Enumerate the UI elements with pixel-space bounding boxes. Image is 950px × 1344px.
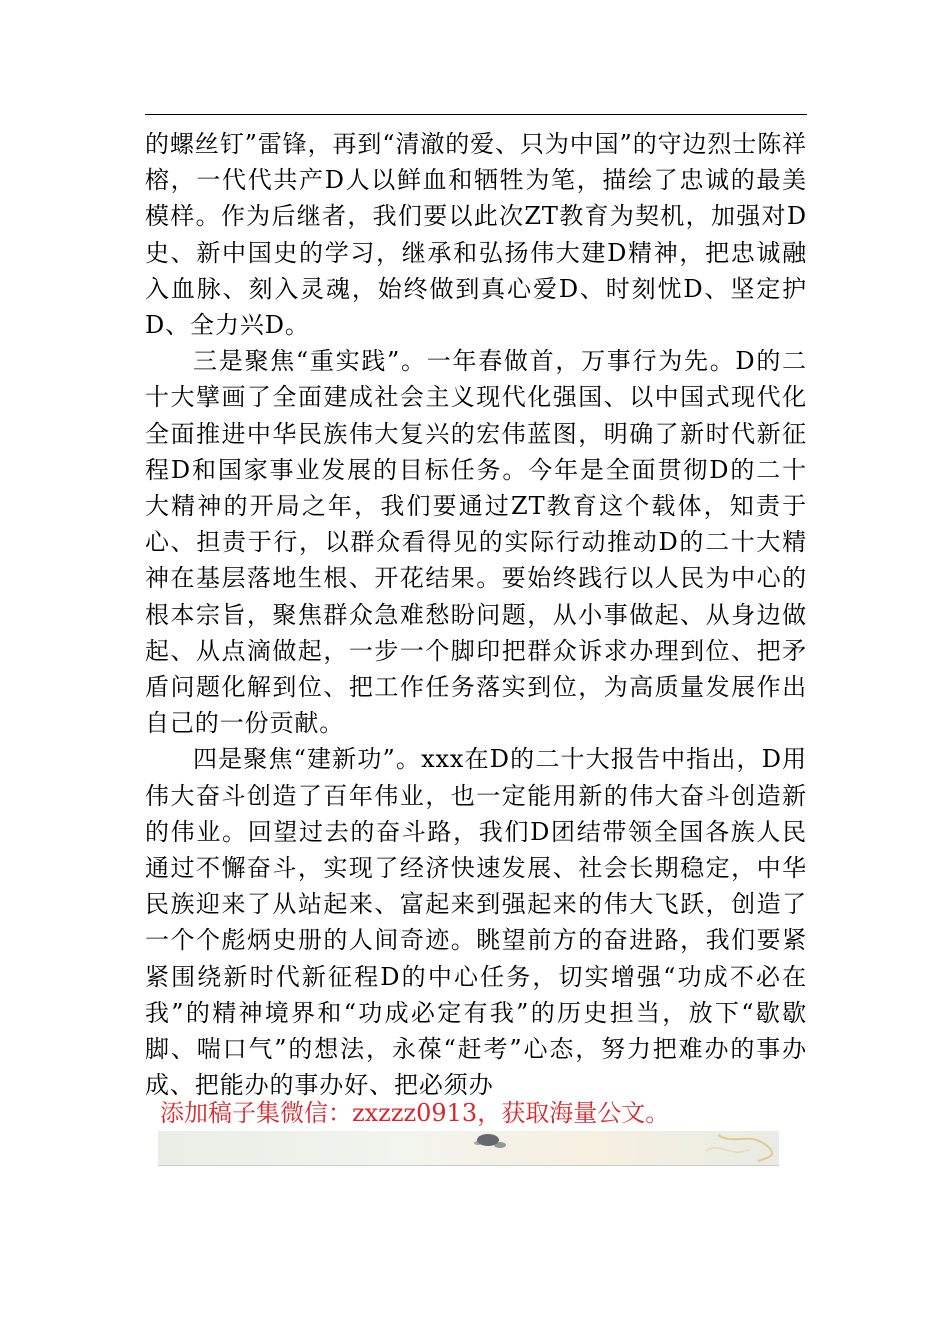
footer-banner-image xyxy=(158,1131,779,1166)
paragraph-1: 的螺丝钉”雷锋，再到“清澈的爱、只为中国”的守边烈士陈祥榕，一代代共产D人以鲜血和牺牲为笔，描绘了忠诚的最美模样。作为后继者，我们要以此次ZT教育为契机，加强对D史、新中国史的学习，继承和弘扬伟大建D精神，把忠诚融入血脉、刻入灵魂，始终做到真心爱D、时刻忧D、坚定护D、全力兴D。 xyxy=(145,130,808,340)
paragraph-3: 四是聚焦“建新功”。xxx在D的二十大报告中指出，D用伟大奋斗创造了百年伟业，也一定能用新的伟大奋斗创造新的伟业。回望过去的奋斗路，我们D团结带领全国各族人民通过不懈奋斗，实现了经济快速发展、社会长期稳定，中华民族迎来了从站起来、富起来到强起来的伟大飞跃，创造了一个个彪炳史册的人间奇迹。眺望前方的奋进路，我们要紧紧围绕新时代新征程D的中心任务，切实增强“功成不必在我”的精神境界和“功成必定有我”的历史担当，放下“歇歇脚、喘口气”的想法，永葆“赶考”心态，努力把难办的事办成、把能办的事办好、把必须办 xyxy=(145,745,807,1100)
banner-decoration-icon xyxy=(158,1131,779,1165)
document-body xyxy=(145,126,807,1103)
paragraph-2: 三是聚焦“重实践”。一年春做首，万事行为先。D的二十大擘画了全面建成社会主义现代化强国、以中国式现代化全面推进中华民族伟大复兴的宏伟蓝图，明确了新时代新征程D和国家事业发展的目标任务。今年是全面贯彻D的二十大精神的开局之年，我们要通过ZT教育这个载体，知责于心、担责于行，以群众看得见的实际行动推动D的二十大精神在基层落地生根、开花结果。要始终践行以人民为中心的根本宗旨，聚焦群众急难愁盼问题，从小事做起、从身边做起、从点滴做起，一步一个脚印把群众诉求办理到位、把矛盾问题化解到位、把工作任务落实到位，为高质量发展作出自己的一份贡献。 xyxy=(145,347,807,738)
header-rule xyxy=(145,114,807,115)
footer-ad-text: 添加稿子集微信：zxzzz0913，获取海量公文。 xyxy=(160,1099,670,1127)
